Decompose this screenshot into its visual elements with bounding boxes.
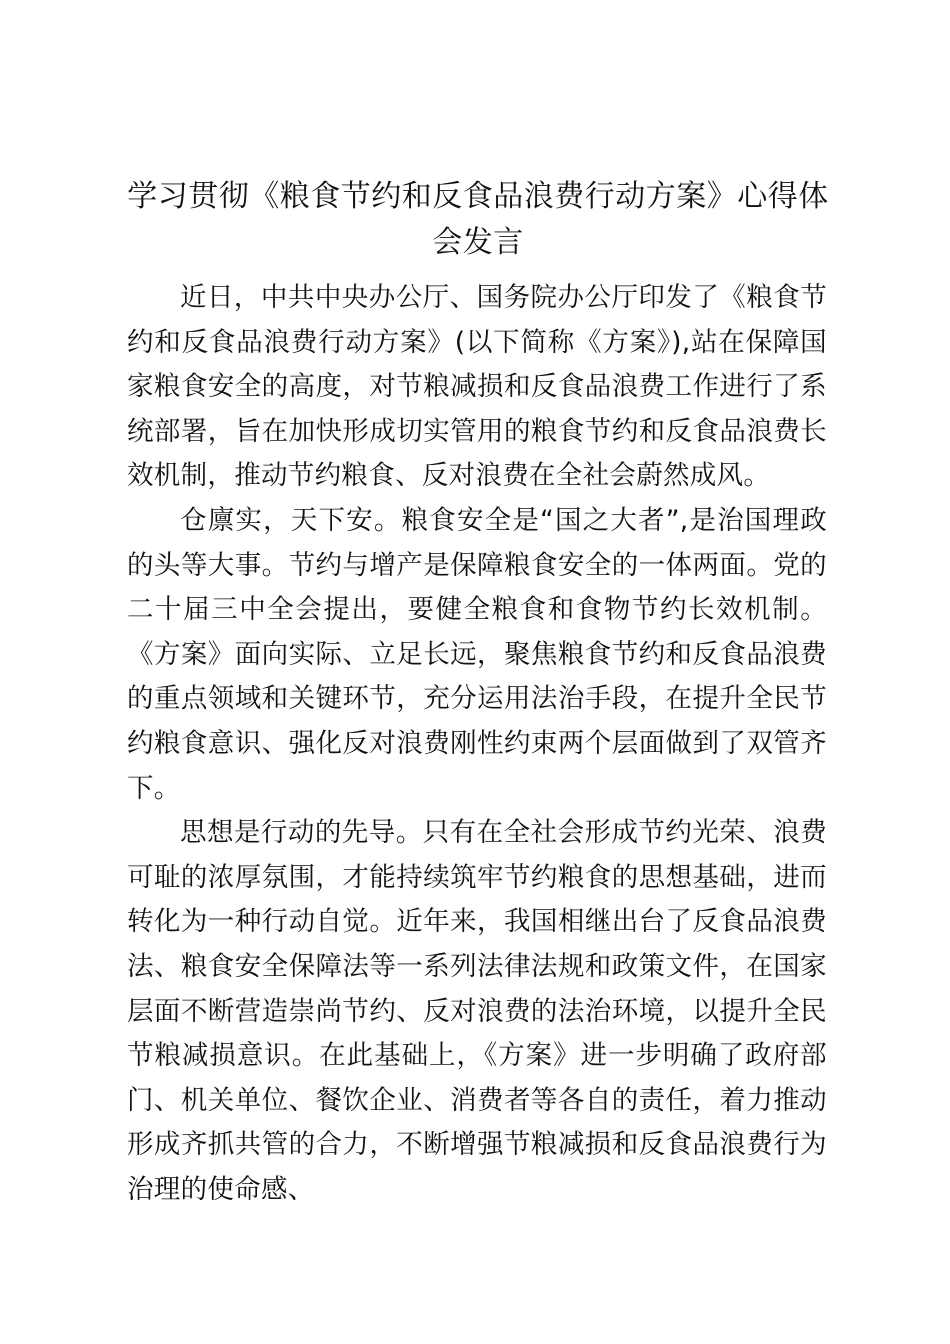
document-title: 学习贯彻《粮食节约和反食品浪费行动方案》心得体会发言 (127, 179, 829, 260)
document-body (127, 276, 827, 1212)
paragraph-1: 近日，中共中央办公厅、国务院办公厅印发了《粮食节约和反食品浪费行动方案》(以下简称《方案》),站在保障国家粮食安全的高度，对节粮减损和反食品浪费工作进行了系统部署，旨在加快形成切实管用的粮食节约和反食品浪费长效机制，推动节约粮食、反对浪费在全社会蔚然成风。 (127, 282, 827, 492)
paragraph-3: 思想是行动的先导。只有在全社会形成节约光荣、浪费可耻的浓厚氛围，才能持续筑牢节约粮食的思想基础，进而转化为一种行动自觉。近年来，我国相继出台了反食品浪费法、粮食安全保障法等一系列法律法规和政策文件，在国家层面不断营造崇尚节约、反对浪费的法治环境，以提升全民节粮减损意识。在此基础上，《方案》进一步明确了政府部门、机关单位、餐饮企业、消费者等各自的责任，着力推动形成齐抓共管的合力，不断增强节粮减损和反食品浪费行为治理的使命感、 (127, 817, 827, 1205)
paragraph-2: 仓廪实，天下安。粮食安全是“国之大者”,是治国理政的头等大事。节约与增产是保障粮食安全的一体两面。党的二十届三中全会提出，要健全粮食和食物节约长效机制。《方案》面向实际、立足长远，聚焦粮食节约和反食品浪费的重点领域和关键环节，充分运用法治手段，在提升全民节约粮食意识、强化反对浪费刚性约束两个层面做到了双管齐下。 (127, 504, 827, 804)
